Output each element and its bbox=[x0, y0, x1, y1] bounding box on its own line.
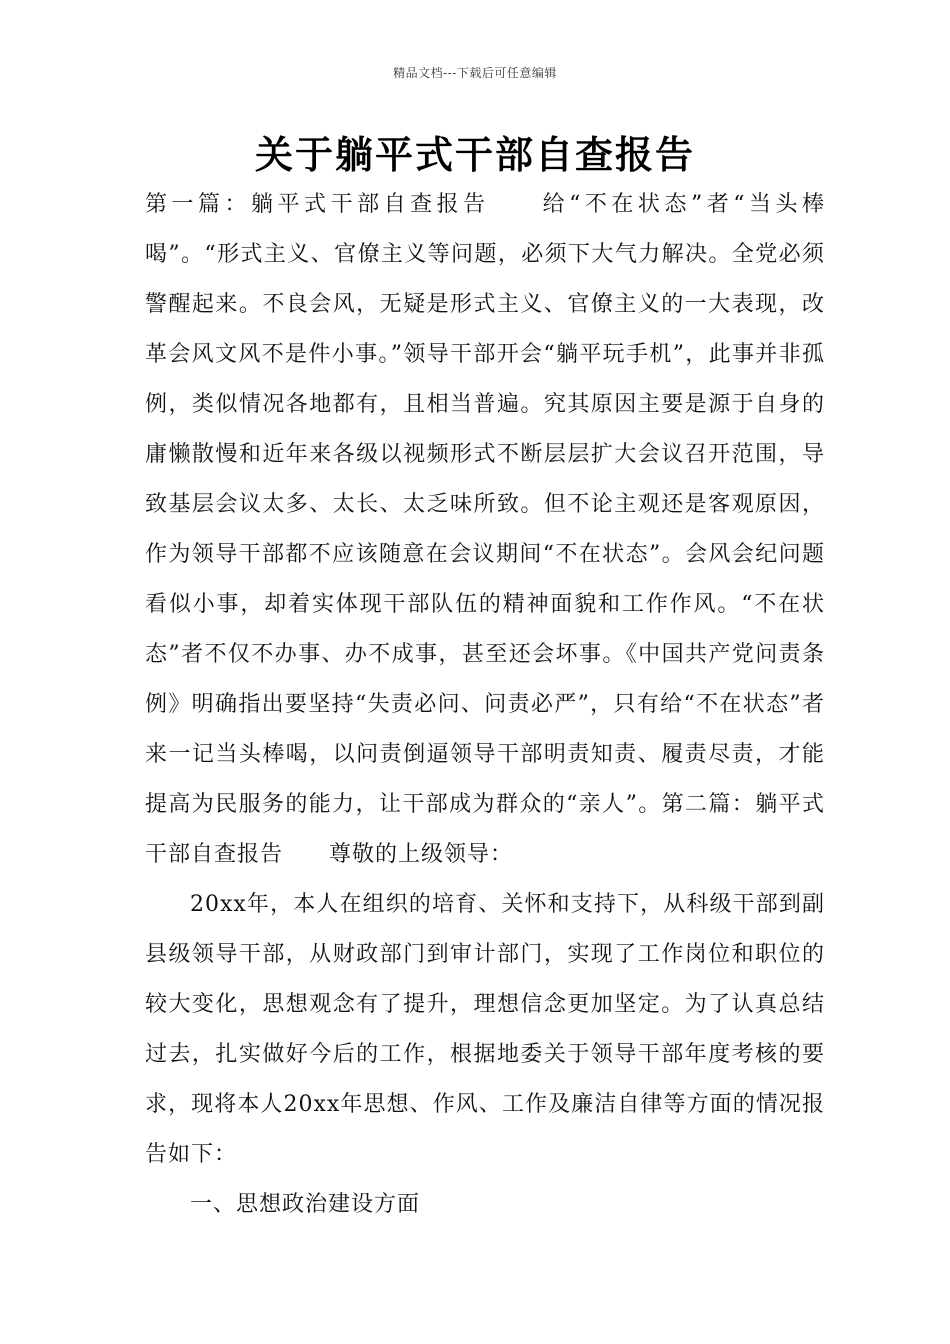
section-heading-1: 一、思想政治建设方面 bbox=[190, 1192, 421, 1217]
paragraph-1: 第一篇：躺平式干部自查报告 给“不在状态”者“当头棒喝”。“形式主义、官僚主义等问题，必须下大气力解决。全党必须警醒起来。不良会风，无疑是形式主义、官僚主义的一大表现，改革会风文风不是件小事。”领导干部开会“躺平玩手机”，此事并非孤例，类似情况各地都有，且相当普遍。究其原因主要是源于自身的庸懒散慢和近年来各级以视频形式不断层层扩大会议召开范围，导致基层会议太多、太长、太乏味所致。但不论主观还是客观原因，作为领导干部都不应该随意在会议期间“不在状态”。会风会纪问题看似小事，却着实体现干部队伍的精神面貌和工作作风。“不在状态”者不仅不办事、办不成事，甚至还会坏事。《中国共产党问责条例》明确指出要坚持“失责必问、问责必严”，只有给“不在状态”者来一记当头棒喝，以问责倒逼领导干部明责知责、履责尽责，才能提高为民服务的能力，让干部成为群众的“亲人”。第二篇：躺平式干部自查报告 尊敬的上级领导： bbox=[145, 192, 825, 867]
document-body bbox=[145, 180, 825, 1230]
paragraph-2: 20xx年，本人在组织的培育、关怀和支持下，从科级干部到副县级领导干部，从财政部门到审计部门，实现了工作岗位和职位的较大变化，思想观念有了提升，理想信念更加坚定。为了认真总结过去，扎实做好今后的工作，根据地委关于领导干部年度考核的要求，现将本人20xx年思想、作风、工作及廉洁自律等方面的情况报告如下： bbox=[145, 892, 825, 1167]
header-note: 精品文档---下载后可任意编辑 bbox=[393, 66, 557, 80]
document-title: 关于躺平式干部自查报告 bbox=[254, 133, 695, 177]
